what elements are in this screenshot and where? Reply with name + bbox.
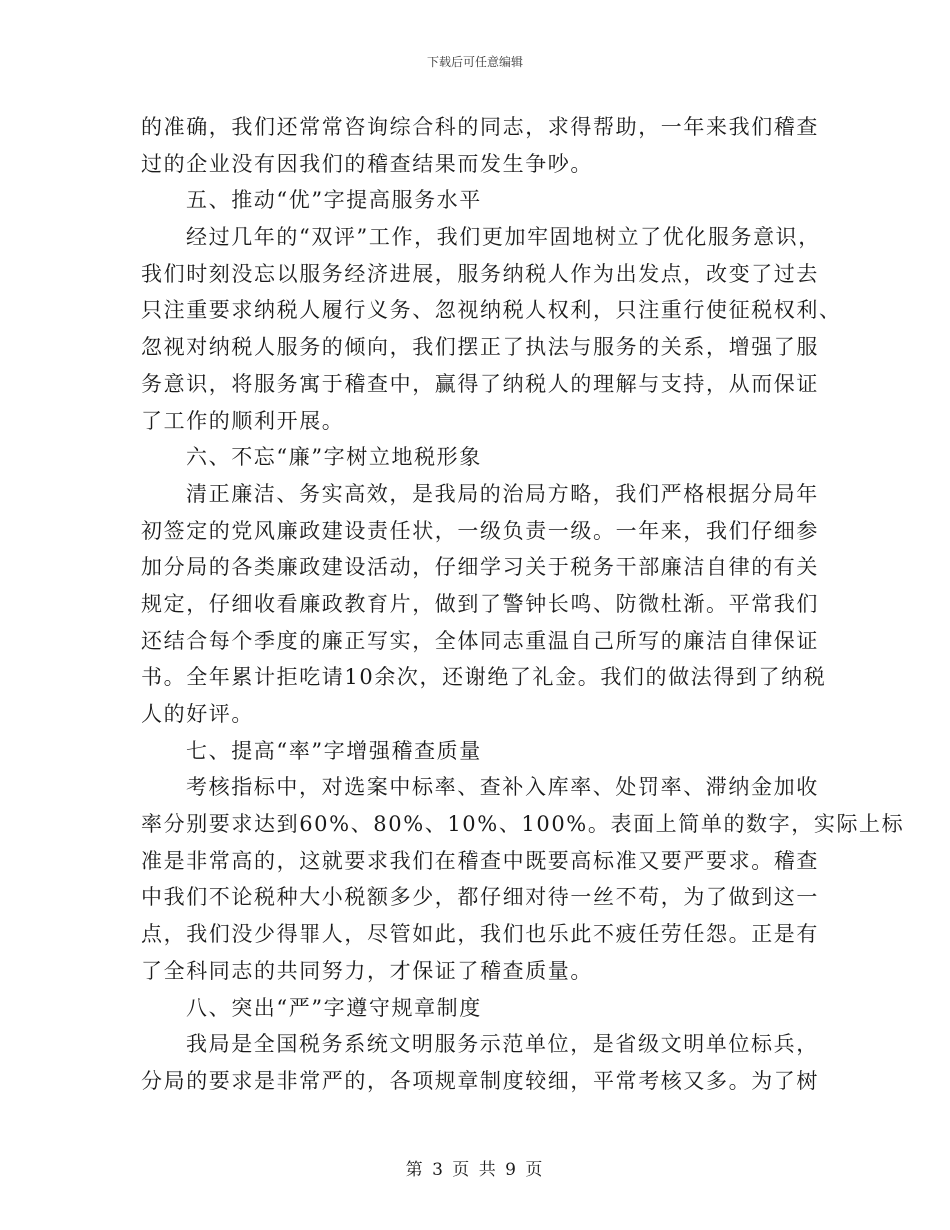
- text-line: 考核指标中，对选案中标率、查补入库率、处罚率、滞纳金加收: [186, 775, 819, 800]
- text-line: 我们时刻没忘以服务经济进展，服务纳税人作为出发点，改变了过去: [141, 261, 819, 286]
- text-line: 点，我们没少得罪人，尽管如此，我们也乐此不疲任劳任怨。正是有: [141, 922, 819, 947]
- text-line: 忽视对纳税人服务的倾向，我们摆正了执法与服务的关系，增强了服: [141, 335, 819, 360]
- text-line: 人的好评。: [141, 702, 254, 726]
- text-line: 务意识，将服务寓于稽查中，赢得了纳税人的理解与支持，从而保证: [141, 371, 819, 396]
- text-line: 经过几年的“双评”工作，我们更加牢固地树立了优化服务意识，: [186, 225, 821, 250]
- text-line: 规定，仔细收看廉政教育片，做到了警钟长鸣、防微杜渐。平常我们: [141, 591, 819, 616]
- page-number: 第 3 页 共 9 页: [405, 1160, 545, 1180]
- text-line: 初签定的党风廉政建设责任状，一级负责一级。一年来，我们仔细参: [141, 518, 819, 543]
- section-heading: 七、提高“率”字增强稽查质量: [186, 738, 482, 763]
- text-line: 只注重要求纳税人履行义务、忽视纳税人权利，只注重行使征税权利、: [141, 298, 842, 323]
- document-body: [141, 109, 905, 1100]
- text-line: 我局是全国税务系统文明服务示范单位，是省级文明单位标兵，: [186, 1032, 819, 1057]
- section-heading: 八、突出“严”字遵守规章制度: [186, 995, 482, 1020]
- text-line: 率分别要求达到60%、80%、10%、100%。表面上简单的数字，实际上标: [141, 812, 905, 837]
- text-line: 了全科同志的共同努力，才保证了稽查质量。: [141, 958, 593, 983]
- text-line: 的准确，我们还常常咨询综合科的同志，求得帮助，一年来我们稽查: [141, 115, 819, 139]
- text-line: 了工作的顺利开展。: [141, 408, 345, 433]
- text-line: 准是非常高的，这就要求我们在稽查中既要高标准又要严要求。稽查: [141, 848, 819, 873]
- text-line: 加分局的各类廉政建设活动，仔细学习关于税务干部廉洁自律的有关: [141, 555, 819, 580]
- text-line: 还结合每个季度的廉正写实，全体同志重温自己所写的廉洁自律保证: [141, 628, 819, 653]
- section-heading: 六、不忘“廉”字树立地税形象: [186, 445, 482, 470]
- text-line: 中我们不论税种大小税额多少，都仔细对待一丝不苟，为了做到这一: [141, 885, 819, 910]
- text-line: 书。全年累计拒吃请10余次，还谢绝了礼金。我们的做法得到了纳税: [141, 665, 827, 690]
- text-line: 过的企业没有因我们的稽查结果而发生争吵。: [141, 151, 593, 176]
- text-line: 清正廉洁、务实高效，是我局的治局方略，我们严格根据分局年: [186, 481, 819, 506]
- text-line: 分局的要求是非常严的，各项规章制度较细，平常考核又多。为了树: [141, 1068, 819, 1093]
- section-heading: 五、推动“优”字提高服务水平: [186, 188, 482, 213]
- page-header: 下载后可任意编辑: [426, 55, 523, 69]
